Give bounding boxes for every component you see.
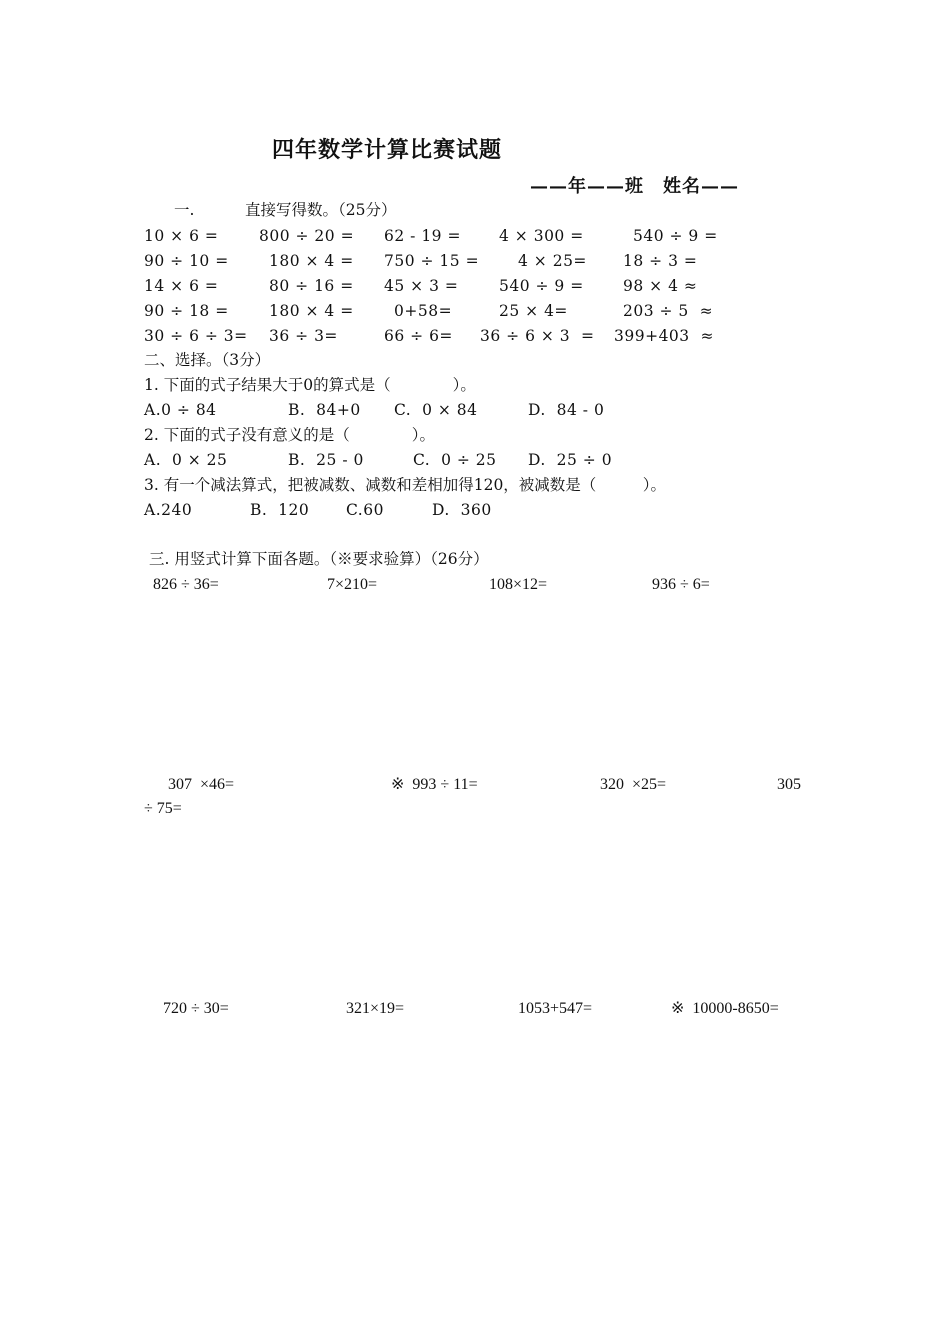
vertical-calc-item: 108×12= — [489, 576, 548, 593]
vertical-calc-item: 321×19= — [346, 1000, 405, 1017]
vertical-calc-item: 826 ÷ 36= — [153, 576, 219, 593]
vertical-calc-item: 720 ÷ 30= — [163, 1000, 229, 1017]
vertical-calc-item-continuation: ÷ 75= — [144, 800, 182, 817]
mental-item: 90 ÷ 10 = — [144, 252, 229, 270]
mental-item: 750 ÷ 15 = — [384, 252, 480, 270]
mental-item: 36 ÷ 6 × 3 = — [480, 327, 595, 345]
mental-item: 45 × 3 = — [384, 277, 459, 295]
mental-item: 18 ÷ 3 = — [623, 252, 698, 270]
vertical-calc-item: 1053+547= — [518, 1000, 593, 1017]
mental-item: 203 ÷ 5 ≈ — [623, 302, 714, 320]
mental-item: 30 ÷ 6 ÷ 3= — [144, 327, 248, 345]
q1-option-d: D. 84 - 0 — [528, 401, 605, 419]
mental-item: 36 ÷ 3= — [269, 327, 338, 345]
section1-heading: 直接写得数。（25分） — [245, 201, 397, 219]
q3-option-a: A.240 — [144, 501, 193, 519]
mental-item: 25 × 4= — [499, 302, 568, 320]
q1-option-a: A.0 ÷ 84 — [144, 401, 217, 419]
section1-number: 一. — [174, 201, 195, 219]
q1-option-b: B. 84+0 — [288, 401, 361, 419]
q3-option-d: D. 360 — [432, 501, 492, 519]
mental-item: 90 ÷ 18 = — [144, 302, 229, 320]
vertical-calc-item: 305 — [777, 776, 801, 793]
q1-option-c: C. 0 × 84 — [394, 401, 478, 419]
vertical-calc-item: 320 ×25= — [600, 776, 667, 793]
mental-item: 399+403 ≈ — [614, 327, 714, 345]
q2-option-b: B. 25 - 0 — [288, 451, 364, 469]
vertical-calc-item: 307 ×46= — [168, 776, 235, 793]
mental-item: 180 × 4 = — [269, 252, 354, 270]
mental-item: 10 × 6 = — [144, 227, 219, 245]
q2-option-a: A. 0 × 25 — [144, 451, 228, 469]
q2-option-d: D. 25 ÷ 0 — [528, 451, 613, 469]
mental-item: 0+58= — [394, 302, 453, 320]
mental-item: 14 × 6 = — [144, 277, 219, 295]
q2-option-c: C. 0 ÷ 25 — [413, 451, 497, 469]
vertical-calc-item: ※ 10000-8650= — [671, 1000, 779, 1017]
section3-heading: 三. 用竖式计算下面各题。（※要求验算）（26分） — [149, 550, 489, 568]
page-title: 四年数学计算比赛试题 — [272, 137, 503, 163]
mental-item: 4 × 25= — [518, 252, 587, 270]
question-2: 2. 下面的式子没有意义的是（ ）。 — [144, 426, 435, 444]
mental-item: 4 × 300 = — [499, 227, 584, 245]
mental-item: 180 × 4 = — [269, 302, 354, 320]
vertical-calc-item: ※ 993 ÷ 11= — [391, 776, 478, 793]
mental-item: 98 × 4 ≈ — [623, 277, 698, 295]
q3-option-c: C.60 — [346, 501, 384, 519]
mental-item: 800 ÷ 20 = — [259, 227, 355, 245]
section2-heading: 二、选择。（3分） — [144, 351, 271, 369]
q3-option-b: B. 120 — [250, 501, 310, 519]
question-1: 1. 下面的式子结果大于0的算式是（ ）。 — [144, 376, 476, 394]
question-3: 3. 有一个减法算式，把被减数、减数和差相加得120，被减数是（ ）。 — [144, 476, 667, 494]
mental-item: 66 ÷ 6= — [384, 327, 453, 345]
mental-item: 62 - 19 = — [384, 227, 461, 245]
vertical-calc-item: 7×210= — [327, 576, 378, 593]
mental-item: 80 ÷ 16 = — [269, 277, 354, 295]
mental-item: 540 ÷ 9 = — [499, 277, 584, 295]
class-name-line: ——年——班 姓名—— — [530, 176, 739, 197]
mental-item: 540 ÷ 9 = — [633, 227, 718, 245]
vertical-calc-item: 936 ÷ 6= — [652, 576, 710, 593]
